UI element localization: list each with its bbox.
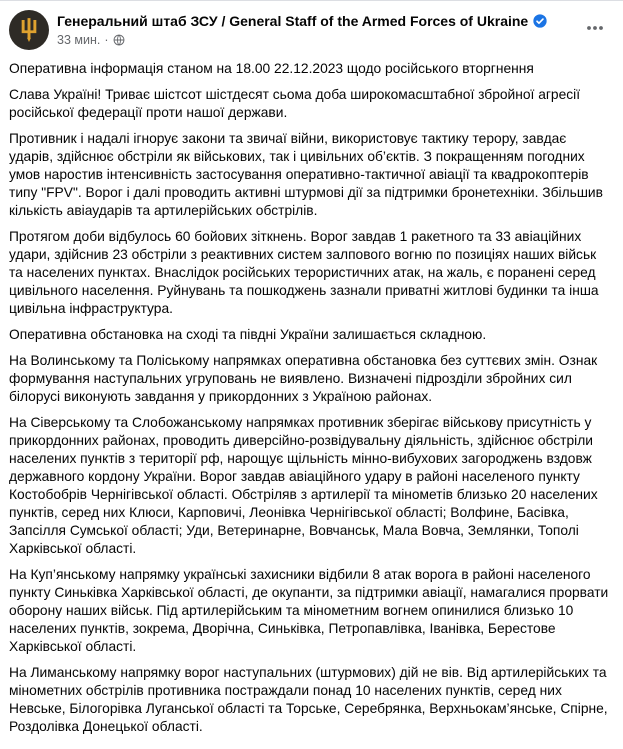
page-avatar[interactable]	[9, 10, 49, 50]
post-paragraph: Оперативна інформація станом на 18.00 22.12.2023 щодо російського вторгнення	[9, 61, 534, 76]
header-info	[57, 10, 547, 47]
post-meta-row	[57, 33, 547, 47]
post-paragraph: Оперативна обстановка на сході та півдні України залишається складною.	[9, 327, 487, 342]
post-paragraph: Слава Україні! Триває шістсот шістдесят сьома доба широкомасштабної збройної агресії російської федерації проти нашої держави.	[9, 87, 581, 120]
page-name-row	[57, 12, 547, 30]
post-paragraph: На Лиманському напрямку ворог наступальних (штурмових) дій не вів. Від артилерійських та мінометних обстрілів противника постраждали понад 10 населених пунктів, серед них Невське, Білогорівка Луганської області та Торське, Серебрянка, Верхньокам’янське, Спірне, Роздолівка Донецької області.	[9, 665, 608, 734]
more-options-button[interactable]	[581, 17, 609, 39]
post-paragraph: Противник і надалі ігнорує закони та звичаї війни, використовує тактику терору, завдає ударів, здійснює обстріли як військових, так і цивільних об’єктів. З покращенням погодних умов наростив інтенсивність застосування оперативно-тактичної авіації та квадрокоптерів типу "FPV". Ворог і далі проводить активні штурмові дії за підтримки бронетехніки. Збільшив кількість авіаударів та артилерійських обстрілів.	[9, 131, 603, 218]
post-paragraph: На Сіверському та Слобожанському напрямках противник зберігає військову присутність у прикордонних районах, проводить диверсійно-розвідувальну діяльність, здійснює обстріли населених пунктів з території рф, нарощує щільність мінно-вибухових загороджень вздовж державного кордону України. Ворог завдав авіаційного удару в районі населеного пункту Костобобрів Чернігівської області. Обстріляв з артилерії та мінометів близько 20 населених пунктів, серед них Клюси, Карповичі, Леонівка Чернігівської області; Волфине, Басівка, Запсілля Сумської області; Уди, Ветеринарне, Вовчанськ, Мала Вовча, Землянки, Тополі Харківської області.	[9, 415, 598, 556]
verified-badge-icon	[533, 14, 547, 28]
page-name-link[interactable]: Генеральний штаб ЗСУ / General Staff of the Armed Forces of Ukraine	[57, 13, 529, 29]
trident-icon	[18, 18, 40, 43]
meta-separator: ·	[104, 33, 109, 47]
post-paragraph: На Волинському та Поліському напрямках оперативна обстановка без суттєвих змін. Ознак формування наступальних угруповань не виявлено. Визначені підрозділи збройних сил білорусі виконують завдання у прикордонних з Україною районах.	[9, 353, 598, 404]
post-timestamp[interactable]: 33 мин.	[57, 33, 101, 47]
globe-icon	[113, 34, 125, 46]
post-paragraph: Протягом доби відбулось 60 бойових зіткнень. Ворог завдав 1 ракетного та 33 авіаційних удари, здійснив 23 обстріли з реактивних систем залпового вогню по позиціях наших військ та населених пунктах. Внаслідок російських терористичних атак, на жаль, є поранені серед цивільного населення. Руйнувань та пошкоджень зазнали приватні житлові будинки та інша цивільна інфраструктура.	[9, 229, 599, 316]
more-options-icon	[585, 18, 605, 38]
post-header	[0, 1, 623, 54]
post-paragraph: На Куп’янському напрямку українські захисники відбили 8 атак ворога в районі населеного пункту Синьківка Харківської області, де окупанти, за підтримки авіації, намагалися прорвати оборону наших військ. Під артилерійським та мінометним вогнем опинилися близько 10 населених пунктів, зокрема, Дворічна, Синьківка, Петропавлівка, Іванівка, Берестове Харківської області.	[9, 567, 609, 654]
post-text	[0, 54, 623, 736]
